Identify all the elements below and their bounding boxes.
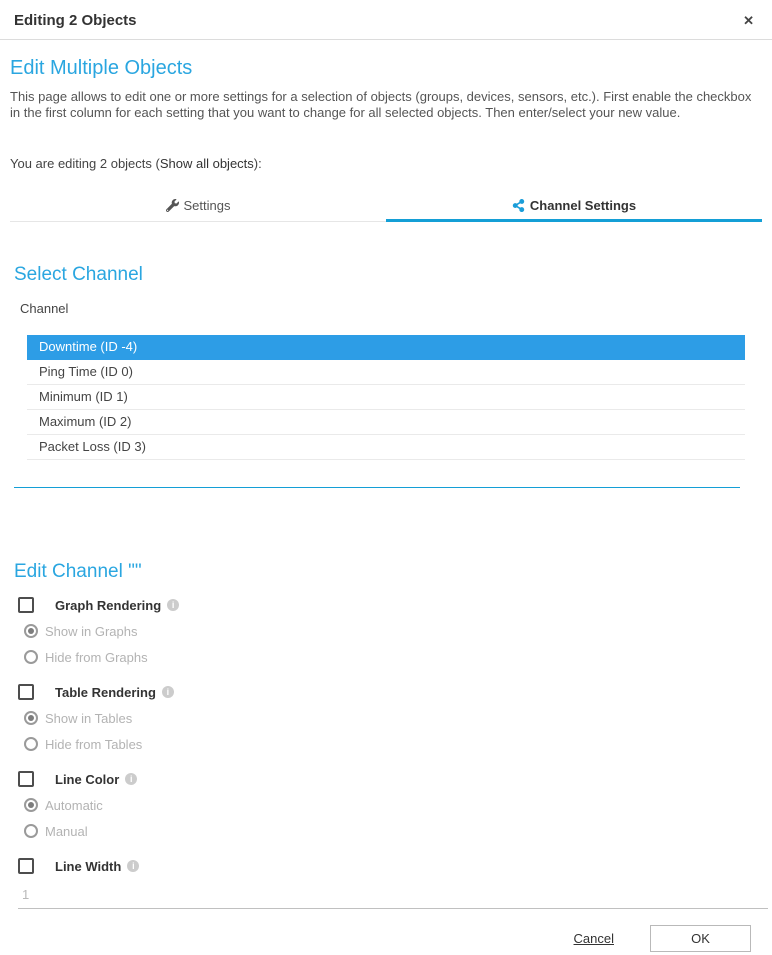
show-in-tables-label: Show in Tables [45,710,133,726]
setting-header [10,771,762,787]
info-icon: i [125,773,137,785]
hide-from-graphs-label: Hide from Graphs [45,649,148,665]
editing-summary-suffix: ): [253,156,262,171]
tab-bar [10,198,762,222]
line-color-checkbox[interactable] [18,771,34,787]
section-divider [14,487,740,488]
manual-radio[interactable] [24,824,38,838]
line-width-checkbox[interactable] [18,858,34,874]
line-width-label: Line Width [55,858,122,874]
setting-header [10,858,762,874]
radio-row [24,710,762,726]
channel-list [27,335,745,460]
tab-channel-settings[interactable] [386,198,762,222]
editing-summary [10,156,762,171]
line-width-input[interactable] [18,883,768,909]
radio-row [24,736,762,752]
editing-summary-prefix: You are editing 2 objects ( [10,156,160,171]
info-icon: i [167,599,179,611]
channel-row-downtime[interactable]: Downtime (ID -4) [27,335,745,360]
radio-row [24,623,762,639]
table-rendering-checkbox[interactable] [18,684,34,700]
info-icon: i [127,860,139,872]
show-in-tables-radio[interactable] [24,711,38,725]
wrench-icon [166,199,179,212]
dialog-header [0,0,772,40]
tab-settings-label: Settings [183,198,231,213]
edit-channel-section [10,561,762,909]
hide-from-tables-radio[interactable] [24,737,38,751]
page-description: This page allows to edit one or more settings for a selection of objects (groups, devices, sensors, etc.). First enable the checkbox in the first column for each setting that you want to change for all selected objects. Then enter/select your new value. [10,89,752,120]
channel-row-packet-loss[interactable]: Packet Loss (ID 3) [27,435,745,460]
graph-rendering-label: Graph Rendering [55,597,162,613]
channel-row-minimum[interactable]: Minimum (ID 1) [27,385,745,410]
select-channel-heading: Select Channel [14,264,143,285]
share-icon [512,199,525,212]
show-all-objects-link[interactable]: Show all objects [159,156,254,171]
dialog-footer [10,925,762,952]
line-color-label: Line Color [55,771,120,787]
radio-row [24,649,762,665]
radio-row [24,823,762,839]
page-title: Edit Multiple Objects [10,57,193,79]
manual-label: Manual [45,823,88,839]
automatic-label: Automatic [45,797,103,813]
show-in-graphs-radio[interactable] [24,624,38,638]
channel-row-maximum[interactable]: Maximum (ID 2) [27,410,745,435]
graph-rendering-checkbox[interactable] [18,597,34,613]
table-rendering-label: Table Rendering [55,684,156,700]
setting-group-graph-rendering [10,597,762,665]
tab-settings[interactable] [10,198,386,222]
channel-row-ping-time[interactable]: Ping Time (ID 0) [27,360,745,385]
dialog-title: Editing 2 Objects [14,12,137,29]
info-icon: i [162,686,174,698]
setting-header [10,597,762,613]
radio-row [24,797,762,813]
select-channel-section [10,264,762,488]
setting-group-table-rendering [10,684,762,752]
show-in-graphs-label: Show in Graphs [45,623,138,639]
close-icon[interactable]: ✕ [743,13,754,28]
ok-button[interactable]: OK [650,925,751,952]
cancel-button[interactable]: Cancel [573,931,614,946]
hide-from-tables-label: Hide from Tables [45,736,143,752]
automatic-radio[interactable] [24,798,38,812]
setting-group-line-width [10,858,762,909]
tab-channel-settings-label: Channel Settings [529,198,637,213]
setting-group-line-color [10,771,762,839]
channel-column-header: Channel [20,301,69,316]
setting-header [10,684,762,700]
hide-from-graphs-radio[interactable] [24,650,38,664]
edit-channel-heading: Edit Channel "" [14,561,142,582]
